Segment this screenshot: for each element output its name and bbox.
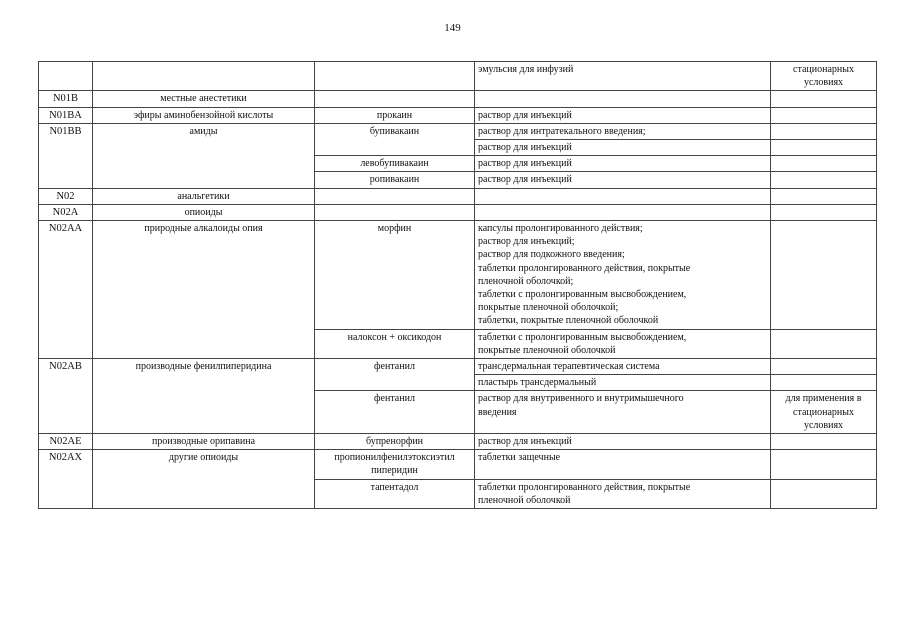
note-cell bbox=[771, 434, 877, 450]
dosage-form-line: раствор для инъекций bbox=[478, 174, 572, 186]
drug-name-cell: налоксон + оксикодон bbox=[315, 329, 475, 358]
dosage-form-cell bbox=[475, 359, 771, 375]
dosage-form-line: капсулы пролонгированного действия; bbox=[478, 223, 643, 235]
dosage-form-line: раствор для инъекций; bbox=[478, 236, 575, 248]
anatomical-therapeutic-group-cell: эфиры аминобензойной кислоты bbox=[93, 107, 315, 123]
drug-name-cell: пропионилфенилэтоксиэтил пиперидин bbox=[315, 450, 475, 479]
anatomical-therapeutic-group-cell: другие опиоиды bbox=[93, 450, 315, 509]
dosage-form-line: таблетки пролонгированного действия, покрытые bbox=[478, 262, 691, 274]
dosage-form-line: трансдермальная терапевтическая система bbox=[478, 361, 660, 373]
dosage-form-line: пленочной оболочкой bbox=[478, 494, 571, 506]
note-cell bbox=[771, 375, 877, 391]
dosage-form-cell bbox=[475, 479, 771, 508]
dosage-form-cell bbox=[475, 91, 771, 107]
dosage-form-cell bbox=[475, 450, 771, 479]
dosage-form-cell bbox=[475, 329, 771, 358]
anatomical-therapeutic-group-cell: анальгетики bbox=[93, 188, 315, 204]
drug-name-cell: фентанил bbox=[315, 359, 475, 391]
dosage-form-line: раствор для инъекций bbox=[478, 436, 572, 448]
dosage-form-cell bbox=[475, 391, 771, 434]
table-row bbox=[39, 450, 877, 479]
dosage-form-line: раствор для инъекций bbox=[478, 109, 572, 121]
dosage-form-cell bbox=[475, 123, 771, 139]
atc-code-cell: N02 bbox=[39, 188, 93, 204]
atc-code-cell: N02AB bbox=[39, 359, 93, 434]
drug-name-cell: прокаин bbox=[315, 107, 475, 123]
drug-name-cell bbox=[315, 188, 475, 204]
dosage-form-line: покрытые пленочной оболочкой; bbox=[478, 302, 619, 314]
dosage-form-cell bbox=[475, 188, 771, 204]
note-cell bbox=[771, 329, 877, 358]
dosage-form-cell bbox=[475, 204, 771, 220]
dosage-form-line: пластырь трансдермальный bbox=[478, 377, 597, 389]
note-cell bbox=[771, 204, 877, 220]
page-number: 149 bbox=[444, 22, 461, 34]
dosage-form-line: таблетки пролонгированного действия, покрытые bbox=[478, 481, 691, 493]
dosage-form-cell bbox=[475, 375, 771, 391]
table-row bbox=[39, 359, 877, 375]
atc-code-cell: N01BA bbox=[39, 107, 93, 123]
note-cell bbox=[771, 479, 877, 508]
dosage-form-line: эмульсия для инфузий bbox=[478, 64, 574, 75]
anatomical-therapeutic-group-cell: амиды bbox=[93, 123, 315, 188]
dosage-form-line: таблетки защечные bbox=[478, 452, 561, 464]
drug-name-cell: бупренорфин bbox=[315, 434, 475, 450]
dosage-form-line bbox=[478, 190, 767, 203]
table-row bbox=[39, 91, 877, 107]
note-cell bbox=[771, 359, 877, 375]
note-line: стационарных bbox=[793, 406, 854, 418]
dosage-form-cell bbox=[475, 221, 771, 330]
dosage-form-cell bbox=[475, 140, 771, 156]
atc-code-cell: N02AX bbox=[39, 450, 93, 509]
dosage-form-line: раствор для интратекального введения; bbox=[478, 125, 646, 137]
dosage-form-line: пленочной оболочкой; bbox=[478, 275, 574, 287]
note-cell bbox=[771, 156, 877, 172]
table-row bbox=[39, 107, 877, 123]
note-line: условиях bbox=[803, 419, 844, 431]
dosage-form-line: покрытые пленочной оболочкой bbox=[478, 344, 616, 356]
atc-code-cell: N02A bbox=[39, 204, 93, 220]
drug-name-cell: морфин bbox=[315, 221, 475, 330]
note-cell bbox=[771, 91, 877, 107]
drug-name-cell bbox=[315, 91, 475, 107]
atc-code-cell: N02AA bbox=[39, 221, 93, 359]
drug-name-cell bbox=[315, 62, 475, 91]
dosage-form-line: раствор для подкожного введения; bbox=[478, 249, 625, 261]
dosage-form-line bbox=[478, 206, 767, 219]
dosage-form-cell bbox=[475, 434, 771, 450]
table-body bbox=[39, 62, 877, 509]
table-row bbox=[39, 123, 877, 139]
note-cell bbox=[771, 188, 877, 204]
dosage-form-line: таблетки с пролонгированным высвобождением, bbox=[478, 289, 687, 301]
note-cell bbox=[771, 62, 877, 91]
atc-code-cell: N01B bbox=[39, 91, 93, 107]
dosage-form-cell bbox=[475, 62, 771, 91]
dosage-form-line bbox=[478, 92, 767, 105]
table-row bbox=[39, 434, 877, 450]
note-cell bbox=[771, 107, 877, 123]
dosage-form-cell bbox=[475, 107, 771, 123]
dosage-form-cell bbox=[475, 172, 771, 188]
dosage-form-line: раствор для внутривенного и внутримышечного bbox=[478, 393, 684, 405]
table-row bbox=[39, 62, 877, 91]
atc-code-cell: N01BB bbox=[39, 123, 93, 188]
drug-name-cell: фентанил bbox=[315, 391, 475, 434]
drug-name-cell: бупивакаин bbox=[315, 123, 475, 155]
drug-name-cell: левобупивакаин bbox=[315, 156, 475, 172]
table-row bbox=[39, 204, 877, 220]
dosage-form-line: таблетки, покрытые пленочной оболочкой bbox=[478, 315, 659, 327]
drug-classification-table bbox=[38, 61, 877, 509]
note-cell bbox=[771, 450, 877, 479]
note-cell bbox=[771, 172, 877, 188]
drug-name-cell: тапентадол bbox=[315, 479, 475, 508]
note-line: стационарных bbox=[793, 64, 854, 75]
anatomical-therapeutic-group-cell: производные орипавина bbox=[93, 434, 315, 450]
table-row bbox=[39, 221, 877, 330]
note-cell bbox=[771, 391, 877, 434]
anatomical-therapeutic-group-cell: производные фенилпиперидина bbox=[93, 359, 315, 434]
note-cell bbox=[771, 221, 877, 330]
atc-code-cell: N02AE bbox=[39, 434, 93, 450]
note-cell bbox=[771, 123, 877, 139]
drug-name-cell: ропивакаин bbox=[315, 172, 475, 188]
dosage-form-line: введения bbox=[478, 406, 517, 418]
table-row bbox=[39, 188, 877, 204]
anatomical-therapeutic-group-cell: опиоиды bbox=[93, 204, 315, 220]
anatomical-therapeutic-group-cell bbox=[93, 62, 315, 91]
note-line: условиях bbox=[803, 77, 844, 89]
anatomical-therapeutic-group-cell: природные алкалоиды опия bbox=[93, 221, 315, 359]
dosage-form-line: таблетки с пролонгированным высвобождением, bbox=[478, 331, 687, 343]
dosage-form-line: раствор для инъекций bbox=[478, 142, 572, 154]
note-line: для применения в bbox=[785, 393, 862, 405]
dosage-form-line: раствор для инъекций bbox=[478, 158, 572, 170]
note-cell bbox=[771, 140, 877, 156]
drug-name-cell bbox=[315, 204, 475, 220]
atc-code-cell bbox=[39, 62, 93, 91]
anatomical-therapeutic-group-cell: местные анестетики bbox=[93, 91, 315, 107]
dosage-form-cell bbox=[475, 156, 771, 172]
